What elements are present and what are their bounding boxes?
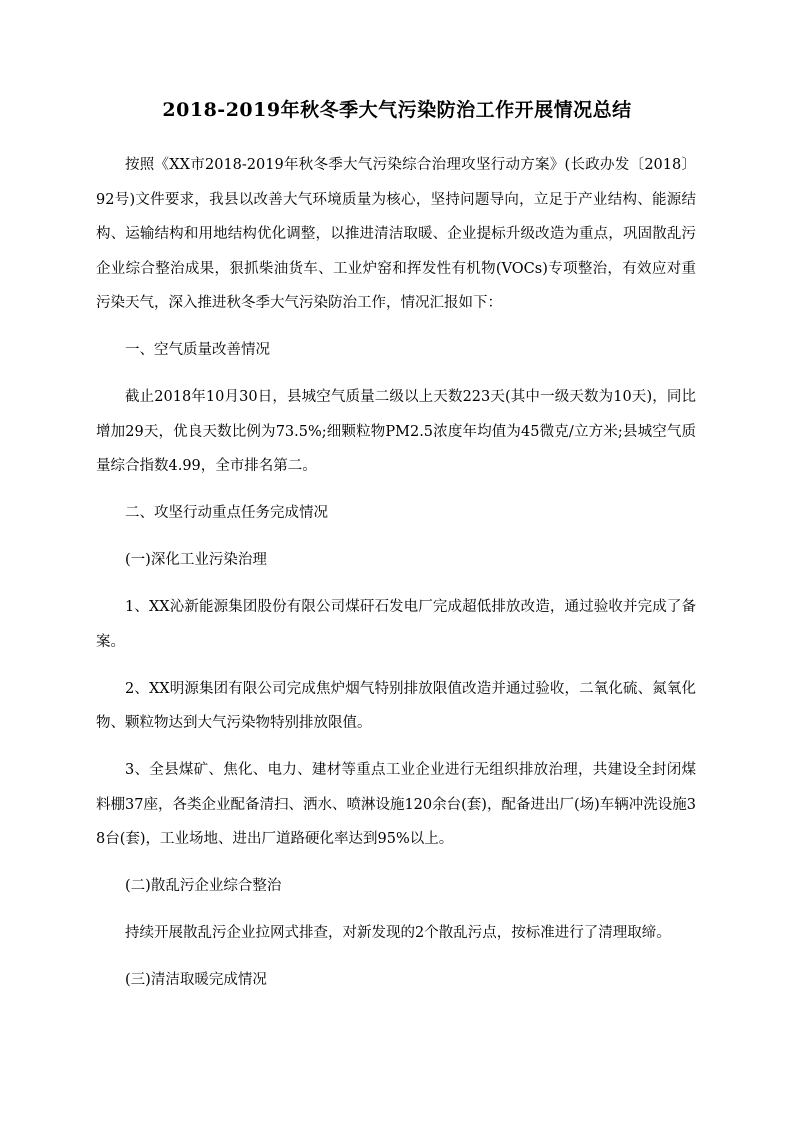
air-quality-paragraph: 截止2018年10月30日，县城空气质量二级以上天数223天(其中一级天数为10天)，同比增加29天，优良天数比例为73.5%;细颗粒物PM2.5浓度年均值为45微克/立方米;县城空气质量综合指数4.99，全市排名第二。 [96,389,696,474]
intro-paragraph: 按照《XX市2018-2019年秋冬季大气污染综合治理攻坚行动方案》(长政办发〔2018〕92号)文件要求，我县以改善大气环境质量为核心，坚持问题导向，立足于产业结构、能源结构、运输结构和用地结构优化调整，以推进清洁取暖、企业提标升级改造为重点，巩固散乱污企业综合整治成果，狠抓柴油货车、工业炉窑和挥发性有机物(VOCs)专项整治，有效应对重污染天气，深入推进秋冬季大气污染防治工作，情况汇报如下： [96,157,696,311]
list-item: 1、XX沁新能源集团股份有限公司煤矸石发电厂完成超低排放改造，通过验收并完成了备案。 [96,599,696,650]
subsection-heading-industrial: (一)深化工业污染治理 [125,552,267,568]
document-title: 2018-2019年秋冬季大气污染防治工作开展情况总结 [162,99,632,121]
section-heading-key-tasks: 二、攻坚行动重点任务完成情况 [125,505,328,521]
section-heading-air-quality: 一、空气质量改善情况 [125,342,270,358]
list-item: 2、XX明源集团有限公司完成焦炉烟气特别排放限值改造并通过验收，二氧化硫、氮氧化物、颗粒物达到大气污染物特别排放限值。 [96,680,696,731]
document-body [96,148,696,1010]
subsection-heading-clean-heating: (三)清洁取暖完成情况 [125,972,267,988]
subsection-heading-scattered-enterprises: (二)散乱污企业综合整治 [125,878,282,894]
list-item: 3、全县煤矿、焦化、电力、建材等重点工业企业进行无组织排放治理，共建设全封闭煤料棚37座，各类企业配备清扫、洒水、喷淋设施120余台(套)，配备进出厂(场)车辆冲洗设施38台(套)，工业场地、进出厂道路硬化率达到95%以上。 [96,762,696,847]
scattered-enterprises-paragraph: 持续开展散乱污企业拉网式排查，对新发现的2个散乱污点，按标准进行了清理取缔。 [125,925,671,941]
